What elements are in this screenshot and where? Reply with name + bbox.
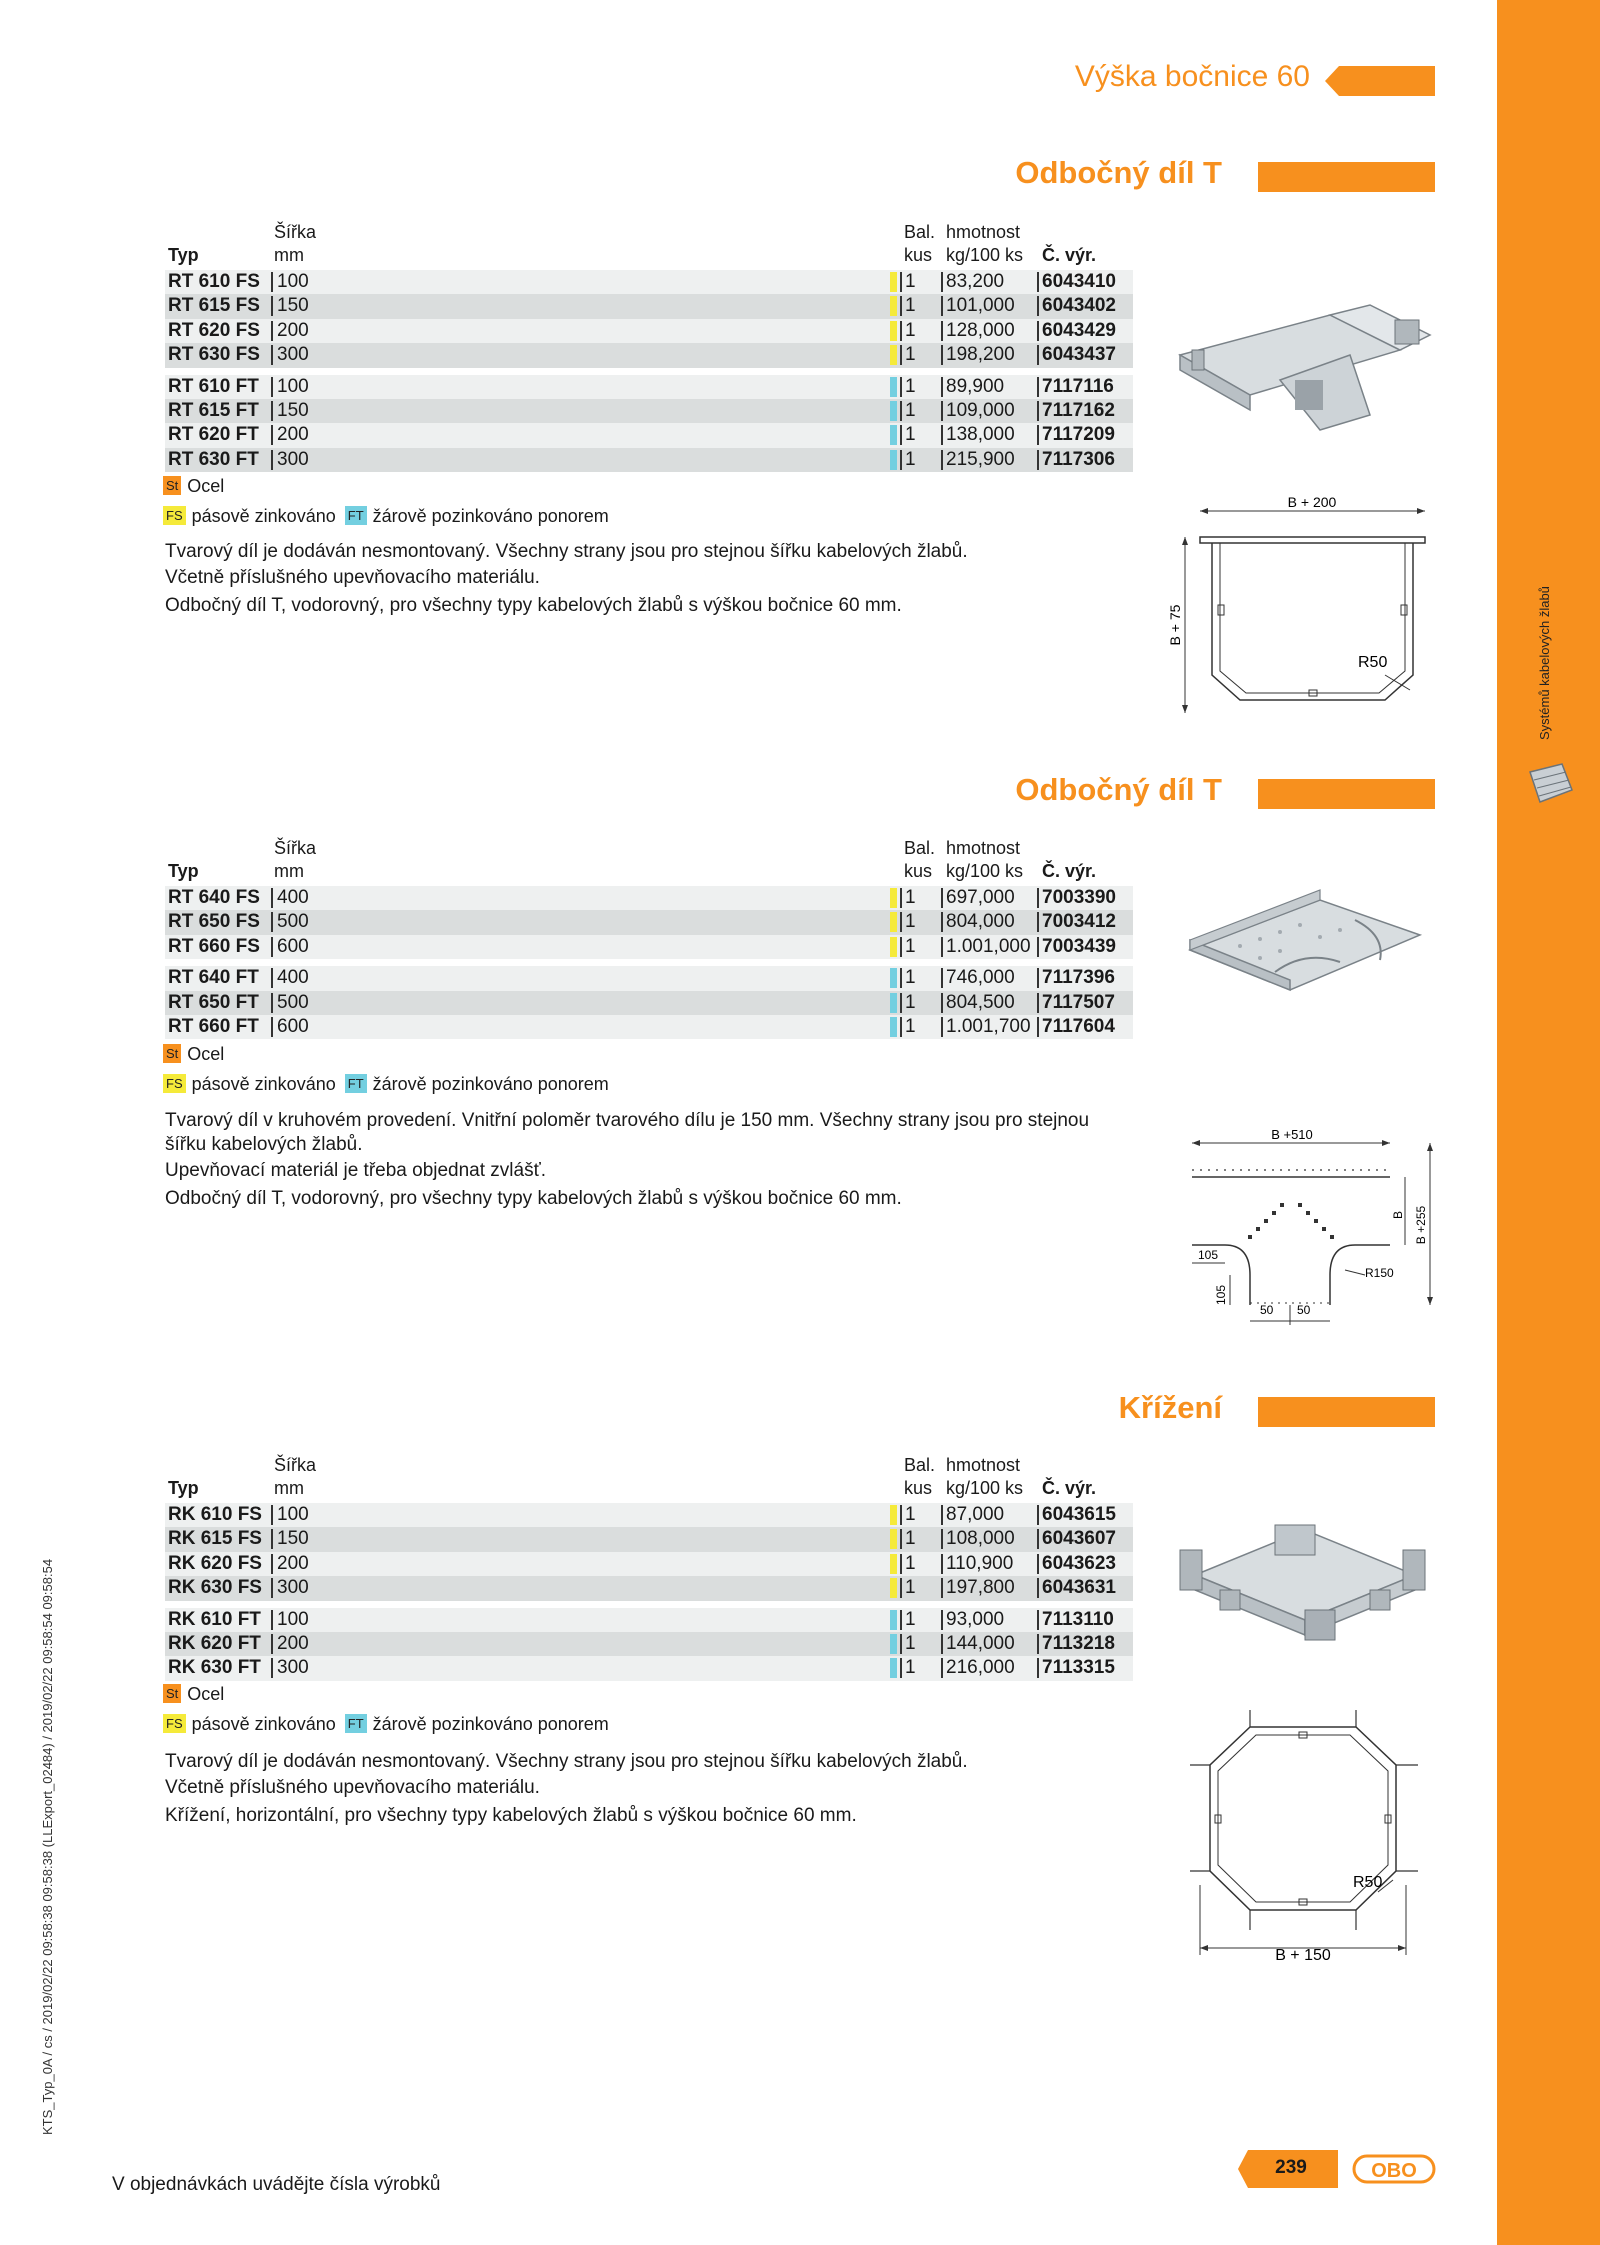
section-3-title: Křížení [1118, 1390, 1222, 1425]
desc-line: Tvarový díl je dodáván nesmontovaný. Všechny strany jsou pro stejnou šířku kabelových žlabů. [165, 1751, 968, 1772]
cell-typ: RT 630 FS [168, 344, 260, 366]
cell-no: 6043402 [1037, 296, 1116, 316]
col-bal-label: Bal. [904, 838, 936, 858]
crossing-product-image [1175, 1510, 1435, 1660]
cell-typ: RT 615 FT [168, 399, 259, 421]
desc-line: Upevňovací materiál je třeba objednat zvlášť. [165, 1160, 546, 1181]
cell-typ: RT 650 FS [168, 911, 260, 933]
table-row [165, 343, 1133, 367]
cell-no: 7117306 [1037, 450, 1115, 470]
section-2-title: Odbočný díl T [1015, 772, 1222, 807]
col-width-label: Šířka [274, 1455, 317, 1475]
cell-typ: RT 610 FS [168, 271, 260, 292]
ft-badge: FT [345, 1714, 367, 1733]
fs-marker [890, 345, 897, 365]
section-3-table [165, 1455, 1133, 1681]
cell-kg: 216,000 [941, 1658, 1015, 1678]
cell-no: 7117507 [1037, 993, 1115, 1013]
vertical-meta-text: KTS_Typ_0A / cs / 2019/02/22 09:58:38 09:58:38 (LLExport_02484) / 2019/02/22 09:58:54 09:58:54 [40, 1558, 55, 2135]
desc-line: Včetně příslušného upevňovacího materiálu. [165, 1777, 540, 1798]
cell-typ: RT 610 FT [168, 375, 259, 397]
section-2-table [165, 838, 1133, 1039]
cell-width: 200 [271, 1634, 309, 1654]
col-kg-unit: kg/100 ks [946, 245, 1024, 265]
dim-radius: R150 [1365, 1266, 1394, 1280]
fs-marker [890, 912, 897, 932]
col-kg-unit: kg/100 ks [946, 1478, 1024, 1498]
cell-width: 400 [271, 968, 309, 988]
col-bal-unit: kus [904, 861, 933, 881]
cell-kg: 1.001,000 [941, 937, 1031, 957]
ft-marker [890, 1634, 897, 1654]
cell-bal: 1 [900, 1610, 916, 1630]
cell-bal: 1 [900, 888, 916, 908]
col-kg-label: hmotnost [946, 222, 1021, 242]
cell-bal: 1 [900, 345, 916, 365]
desc-line: Tvarový díl je dodáván nesmontovaný. Všechny strany jsou pro stejnou šířku kabelových žlabů. [165, 541, 968, 562]
ft-marker [890, 993, 897, 1013]
fs-marker [890, 1529, 897, 1549]
dim-radius: R50 [1358, 654, 1388, 671]
cell-no: 7003439 [1037, 937, 1116, 957]
table-row [165, 886, 1133, 910]
t-piece-dimension-drawing [1160, 495, 1435, 725]
st-badge: St [163, 476, 181, 495]
cell-no: 6043607 [1037, 1529, 1116, 1549]
footer-text: V objednávkách uvádějte čísla výrobků [112, 2174, 441, 2195]
cell-no: 7117604 [1037, 1017, 1115, 1037]
cell-no: 7003412 [1037, 912, 1116, 932]
cell-kg: 83,200 [941, 272, 1004, 292]
cell-kg: 198,200 [941, 345, 1015, 365]
obo-logo [1352, 2150, 1436, 2188]
section-2-bar [1258, 779, 1435, 809]
col-width-label: Šířka [274, 838, 317, 858]
desc-line: Odbočný díl T, vodorovný, pro všechny typy kabelových žlabů s výškou bočnice 60 mm. [165, 1188, 902, 1209]
cell-bal: 1 [900, 968, 916, 988]
table-row [165, 1656, 1133, 1680]
cell-bal: 1 [900, 377, 916, 397]
table-row [165, 935, 1133, 959]
table-header [165, 1455, 1133, 1503]
cell-width: 100 [271, 1610, 309, 1630]
cell-no: 7117209 [1037, 425, 1115, 445]
side-label-text: Systémů kabelových žlabů [1537, 586, 1552, 740]
cell-typ: RK 620 FT [168, 1632, 261, 1654]
cell-no: 7117396 [1037, 968, 1115, 988]
cell-typ: RT 620 FS [168, 319, 260, 341]
ft-marker [890, 450, 897, 470]
table-row [165, 1632, 1133, 1656]
ft-marker [890, 401, 897, 421]
side-label [1537, 586, 1557, 760]
page-header: Výška bočnice 60 [1074, 60, 1310, 93]
ft-label: žárově pozinkováno ponorem [372, 1714, 609, 1734]
ft-label: žárově pozinkováno ponorem [372, 1074, 609, 1094]
cell-bal: 1 [900, 1578, 916, 1598]
cell-width: 100 [271, 1505, 309, 1525]
fs-marker [890, 321, 897, 341]
table-row [165, 319, 1133, 343]
st-label: Ocel [187, 1044, 225, 1064]
cell-width: 500 [271, 993, 309, 1013]
cell-bal: 1 [900, 1529, 916, 1549]
page-number: 239 [1275, 2157, 1307, 2178]
cell-typ: RT 660 FT [168, 1015, 259, 1037]
col-bal-label: Bal. [904, 222, 936, 242]
cell-no: 6043631 [1037, 1578, 1116, 1598]
cell-kg: 197,800 [941, 1578, 1015, 1598]
table-row [165, 1503, 1133, 1527]
fs-marker [890, 888, 897, 908]
table-row [165, 423, 1133, 447]
section-1-legend [163, 476, 609, 536]
table-header [165, 222, 1133, 270]
cell-kg: 138,000 [941, 425, 1015, 445]
dim-top: B +510 [1271, 1127, 1313, 1142]
cell-kg: 1.001,700 [941, 1017, 1031, 1037]
table-row [165, 448, 1133, 472]
cell-typ: RK 630 FT [168, 1657, 261, 1679]
cell-width: 100 [271, 272, 309, 292]
cell-no: 7117162 [1037, 401, 1115, 421]
ft-marker [890, 968, 897, 988]
cell-no: 6043623 [1037, 1554, 1116, 1574]
cell-typ: RT 640 FT [168, 967, 259, 989]
ft-badge: FT [345, 1074, 367, 1093]
fs-badge: FS [163, 1074, 186, 1093]
cable-tray-icon [1526, 760, 1574, 810]
cell-typ: RT 630 FT [168, 448, 259, 470]
col-typ: Typ [168, 1478, 199, 1498]
col-width-unit: mm [274, 861, 304, 881]
cell-kg: 128,000 [941, 321, 1015, 341]
cell-kg: 93,000 [941, 1610, 1004, 1630]
cell-no: 6043437 [1037, 345, 1116, 365]
cell-bal: 1 [900, 425, 916, 445]
cell-bal: 1 [900, 450, 916, 470]
cell-bal: 1 [900, 1017, 916, 1037]
cell-width: 300 [271, 345, 309, 365]
cell-bal: 1 [900, 401, 916, 421]
cell-typ: RT 650 FT [168, 991, 259, 1013]
cell-no: 7113315 [1037, 1658, 1115, 1678]
table-row [165, 399, 1133, 423]
cell-typ: RK 615 FS [168, 1528, 262, 1550]
cell-typ: RT 660 FS [168, 935, 260, 957]
cell-width: 150 [271, 401, 309, 421]
cell-no: 7003390 [1037, 888, 1116, 908]
section-1-bar [1258, 162, 1435, 192]
fs-marker [890, 1505, 897, 1525]
col-no: Č. výr. [1042, 861, 1097, 881]
fs-label: pásově zinkováno [191, 1074, 336, 1094]
desc-line: Včetně příslušného upevňovacího materiálu. [165, 567, 540, 588]
table-row [165, 1527, 1133, 1551]
dim-side: B + 75 [1167, 604, 1183, 646]
cell-width: 600 [271, 1017, 309, 1037]
fs-label: pásově zinkováno [191, 1714, 336, 1734]
cell-bal: 1 [900, 321, 916, 341]
cell-bal: 1 [900, 993, 916, 1013]
section-1-table [165, 222, 1133, 472]
side-bar [1497, 0, 1600, 2245]
header-tab [1325, 66, 1435, 96]
ft-marker [890, 1610, 897, 1630]
desc-line: Tvarový díl v kruhovém provedení. Vnitřní poloměr tvarového dílu je 150 mm. Všechny strany jsou pro stejnou šířku kabelových žlabů. [165, 1110, 1090, 1155]
fs-badge: FS [163, 506, 186, 525]
cell-width: 100 [271, 377, 309, 397]
fs-label: pásově zinkováno [191, 506, 336, 526]
cell-kg: 697,000 [941, 888, 1015, 908]
ft-marker [890, 377, 897, 397]
cell-no: 6043410 [1037, 272, 1116, 292]
section-3-legend [163, 1684, 609, 1744]
cell-bal: 1 [900, 296, 916, 316]
col-typ: Typ [168, 861, 199, 881]
cell-kg: 101,000 [941, 296, 1015, 316]
round-t-piece-dimension-drawing [1180, 1125, 1440, 1330]
cell-bal: 1 [900, 1658, 916, 1678]
cell-no: 6043615 [1037, 1505, 1116, 1525]
dim-side-b: B [1391, 1210, 1405, 1220]
cell-width: 200 [271, 425, 309, 445]
cell-bal: 1 [900, 912, 916, 932]
cell-typ: RT 620 FT [168, 424, 259, 446]
col-kg-label: hmotnost [946, 1455, 1021, 1475]
cell-width: 600 [271, 937, 309, 957]
cell-typ: RK 630 FS [168, 1577, 262, 1599]
st-badge: St [163, 1684, 181, 1703]
cell-typ: RK 610 FT [168, 1608, 261, 1630]
cell-width: 150 [271, 296, 309, 316]
t-piece-product-image [1170, 295, 1435, 435]
section-1-description [165, 540, 1065, 620]
st-label: Ocel [187, 476, 225, 496]
cell-kg: 144,000 [941, 1634, 1015, 1654]
ft-marker [890, 1017, 897, 1037]
col-kg-label: hmotnost [946, 838, 1021, 858]
st-label: Ocel [187, 1684, 225, 1704]
cell-width: 150 [271, 1529, 309, 1549]
table-header [165, 838, 1133, 886]
section-2-description [165, 1109, 1105, 1213]
ft-marker [890, 1658, 897, 1678]
table-row [165, 991, 1133, 1015]
col-width-unit: mm [274, 245, 304, 265]
cell-typ: RK 610 FS [168, 1504, 262, 1525]
cell-width: 200 [271, 1554, 309, 1574]
fs-marker [890, 272, 897, 292]
col-bal-unit: kus [904, 245, 933, 265]
col-no: Č. výr. [1042, 245, 1097, 265]
cell-bal: 1 [900, 937, 916, 957]
dim-105b: 105 [1214, 1284, 1228, 1306]
round-t-piece-product-image [1180, 880, 1435, 995]
col-typ: Typ [168, 245, 199, 265]
dim-50a: 50 [1260, 1303, 1274, 1317]
cell-width: 500 [271, 912, 309, 932]
cell-kg: 108,000 [941, 1529, 1015, 1549]
cell-width: 300 [271, 1578, 309, 1598]
fs-marker [890, 1578, 897, 1598]
col-bal-unit: kus [904, 1478, 933, 1498]
section-3-description [165, 1750, 1065, 1830]
dim-105a: 105 [1198, 1248, 1219, 1262]
table-row [165, 966, 1133, 990]
cell-no: 7113218 [1037, 1634, 1115, 1654]
fs-marker [890, 296, 897, 316]
fs-marker [890, 937, 897, 957]
cell-kg: 804,000 [941, 912, 1015, 932]
cell-kg: 109,000 [941, 401, 1015, 421]
col-bal-label: Bal. [904, 1455, 936, 1475]
cell-width: 300 [271, 450, 309, 470]
cell-no: 7113110 [1037, 1610, 1114, 1630]
col-no: Č. výr. [1042, 1478, 1097, 1498]
st-badge: St [163, 1044, 181, 1063]
dim-50b: 50 [1297, 1303, 1311, 1317]
cell-typ: RT 615 FS [168, 295, 260, 317]
table-row [165, 1552, 1133, 1576]
cell-typ: RK 620 FS [168, 1552, 262, 1574]
cell-width: 400 [271, 888, 309, 908]
ft-label: žárově pozinkováno ponorem [372, 506, 609, 526]
dim-top: B + 200 [1287, 495, 1337, 510]
table-row [165, 270, 1133, 294]
vertical-meta [40, 1558, 60, 2155]
ft-badge: FT [345, 506, 367, 525]
crossing-dimension-drawing [1178, 1705, 1438, 1980]
table-row [165, 1015, 1133, 1039]
cell-bal: 1 [900, 1554, 916, 1574]
cell-kg: 746,000 [941, 968, 1015, 988]
cell-no: 6043429 [1037, 321, 1116, 341]
cell-kg: 804,500 [941, 993, 1015, 1013]
table-row [165, 1608, 1133, 1632]
col-kg-unit: kg/100 ks [946, 861, 1024, 881]
table-row [165, 375, 1133, 399]
dim-radius: R50 [1353, 1874, 1383, 1891]
desc-line: Křížení, horizontální, pro všechny typy kabelových žlabů s výškou bočnice 60 mm. [165, 1805, 857, 1826]
cell-kg: 110,900 [941, 1554, 1013, 1574]
cell-bal: 1 [900, 272, 916, 292]
section-2-legend [163, 1044, 609, 1104]
cell-bal: 1 [900, 1634, 916, 1654]
svg-text:OBO: OBO [1371, 2160, 1417, 2182]
dim-side: B +255 [1414, 1205, 1428, 1245]
cell-width: 200 [271, 321, 309, 341]
cell-no: 7117116 [1037, 377, 1114, 397]
fs-marker [890, 1554, 897, 1574]
section-1-title: Odbočný díl T [1015, 155, 1222, 190]
desc-line: Odbočný díl T, vodorovný, pro všechny typy kabelových žlabů s výškou bočnice 60 mm. [165, 595, 902, 616]
cell-kg: 87,000 [941, 1505, 1004, 1525]
col-width-label: Šířka [274, 222, 317, 242]
fs-badge: FS [163, 1714, 186, 1733]
ft-marker [890, 425, 897, 445]
section-3-bar [1258, 1397, 1435, 1427]
cell-width: 300 [271, 1658, 309, 1678]
dim-bottom: B + 150 [1275, 1947, 1331, 1964]
cell-bal: 1 [900, 1505, 916, 1525]
cell-kg: 215,900 [941, 450, 1015, 470]
table-row [165, 294, 1133, 318]
table-row [165, 910, 1133, 934]
col-width-unit: mm [274, 1478, 304, 1498]
table-row [165, 1576, 1133, 1600]
cell-kg: 89,900 [941, 377, 1004, 397]
cell-typ: RT 640 FS [168, 887, 260, 908]
